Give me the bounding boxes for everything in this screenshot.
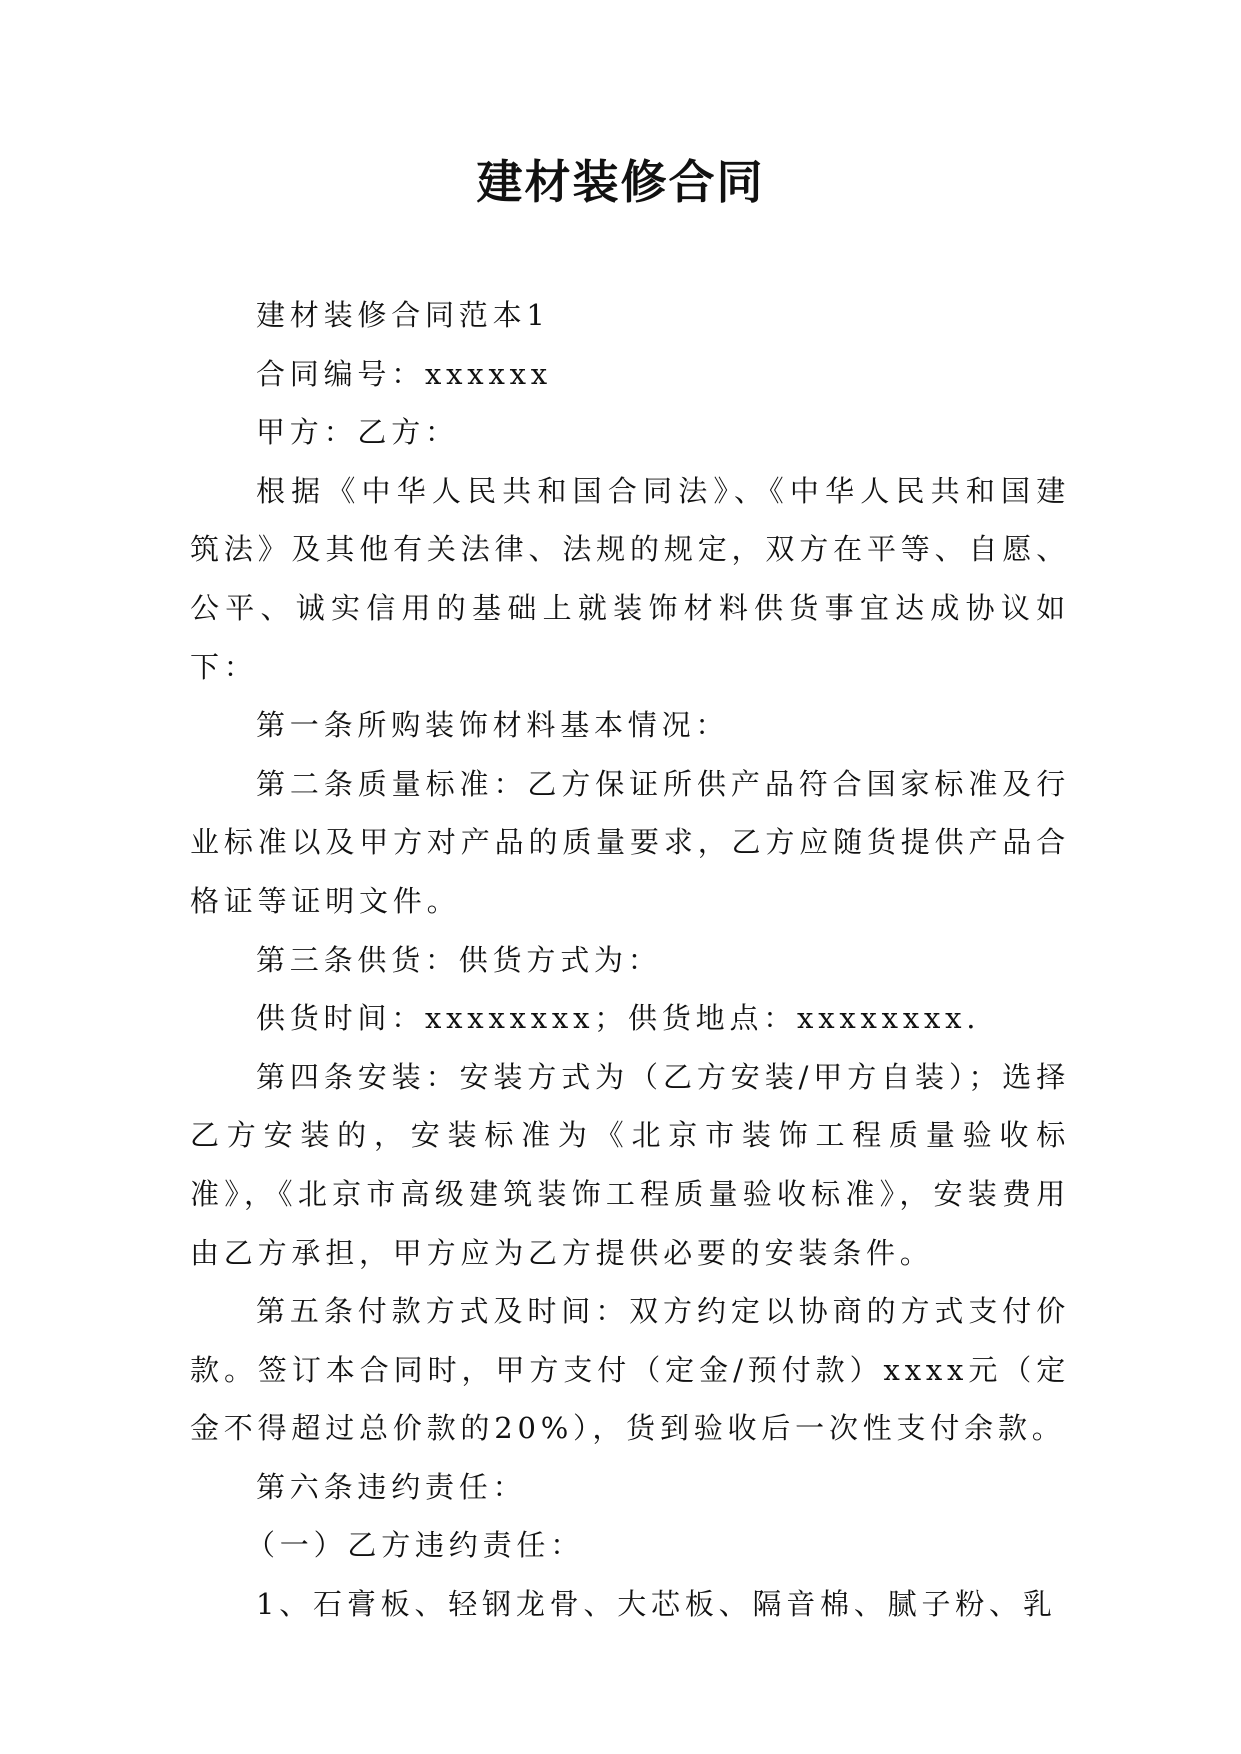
paragraph-supply-time-place: 供货时间：xxxxxxxx；供货地点：xxxxxxxx. — [256, 1001, 981, 1036]
paragraph-item-1: 1、石膏板、轻钢龙骨、大芯板、隔音棉、腻子粉、乳 — [256, 1587, 1057, 1622]
paragraph-article-3: 第三条供货：供货方式为： — [256, 942, 662, 977]
paragraph-article-2: 第二条质量标准：乙方保证所供产品符合国家标准及行业标准以及甲方对产品的质量要求，乙方应随货提供产品合格证等证明文件。 — [190, 766, 1070, 918]
paragraph-article-4: 第四条安装：安装方式为（乙方安装/甲方自装）；选择乙方安装的，安装标准为《北京市装饰工程质量验收标准》，《北京市高级建筑装饰工程质量验收标准》，安装费用由乙方承担，甲方应为乙方提供必要的安装条件。 — [190, 1059, 1070, 1270]
paragraph-parties: 甲方：乙方： — [256, 415, 459, 450]
paragraph-article-1: 第一条所购装饰材料基本情况： — [256, 708, 730, 743]
document-title: 建材装修合同 — [476, 155, 765, 209]
document-body — [190, 286, 1070, 1634]
paragraph-preamble: 根据《中华人民共和国合同法》、《中华人民共和国建筑法》及其他有关法律、法规的规定，双方在平等、自愿、公平、诚实信用的基础上就装饰材料供货事宜达成协议如下： — [190, 473, 1070, 684]
paragraph-template-heading: 建材装修合同范本1 — [256, 298, 550, 332]
paragraph-article-5: 第五条付款方式及时间：双方约定以协商的方式支付价款。签订本合同时，甲方支付（定金/预付款）xxxx元（定金不得超过总价款的20%），货到验收后一次性支付余款。 — [190, 1294, 1070, 1446]
paragraph-party-b-liability: （一）乙方违约责任： — [246, 1528, 585, 1563]
paragraph-article-6: 第六条违约责任： — [256, 1469, 527, 1504]
paragraph-contract-number: 合同编号：xxxxxx — [256, 356, 552, 391]
